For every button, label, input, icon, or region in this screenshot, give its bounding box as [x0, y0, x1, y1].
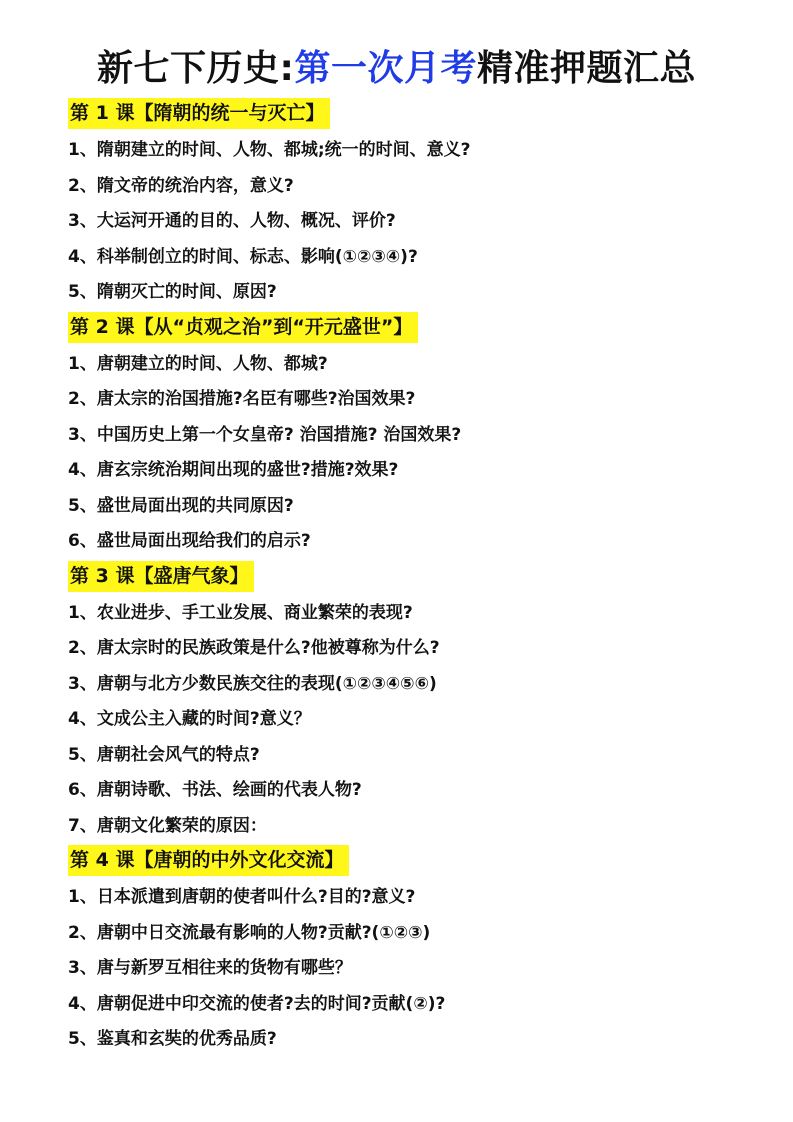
question-item: 4、文成公主入藏的时间?意义？ [68, 709, 311, 729]
question-item: 2、唐朝中日交流最有影响的人物?贡献?(①②③) [68, 922, 431, 943]
question-item: 3、唐朝与北方少数民族交往的表现(①②③④⑤⑥) [68, 673, 437, 694]
question-item: 5、鉴真和玄奘的优秀品质? [68, 1029, 277, 1049]
question-item: 2、唐太宗时的民族政策是什么?他被尊称为什么? [68, 638, 440, 658]
lesson-section-2 [68, 312, 768, 560]
question-item: 5、唐朝社会风气的特点? [68, 744, 260, 765]
question-item: 6、盛世局面出现给我们的启示? [68, 531, 311, 551]
question-item: 1、隋朝建立的时间、人物、都城;统一的时间、意义? [68, 140, 471, 160]
question-item: 1、唐朝建立的时间、人物、都城? [68, 353, 328, 374]
question-item: 4、唐玄宗统治期间出现的盛世?措施?效果? [68, 460, 399, 480]
lesson-heading: 第 3 课【盛唐气象】 [68, 561, 254, 592]
question-item: 1、日本派遣到唐朝的使者叫什么?目的?意义? [68, 887, 416, 907]
question-item: 1、农业进步、手工业发展、商业繁荣的表现? [68, 602, 413, 623]
title-part-2-highlighted: 第一次月考 [294, 48, 477, 89]
lesson-list [68, 98, 768, 1059]
page-title [0, 44, 793, 94]
question-item: 2、隋文帝的统治内容，意义? [68, 175, 294, 196]
question-item: 5、盛世局面出现的共同原因? [68, 495, 294, 516]
question-item: 3、中国历史上第一个女皇帝? 治国措施? 治国效果? [68, 424, 462, 445]
lesson-heading: 第 4 课【唐朝的中外文化交流】 [68, 845, 349, 876]
question-item: 5、隋朝灭亡的时间、原因? [68, 282, 277, 302]
lesson-heading: 第 1 课【隋朝的统一与灭亡】 [68, 98, 330, 129]
question-item: 4、科举制创立的时间、标志、影响(①②③④)? [68, 246, 418, 267]
lesson-section-1 [68, 98, 768, 311]
lesson-section-3 [68, 561, 768, 845]
question-item: 2、唐太宗的治国措施?名臣有哪些?治国效果? [68, 389, 416, 409]
lesson-section-4 [68, 845, 768, 1058]
title-part-3: 精准押题汇总 [476, 48, 696, 89]
question-item: 7、唐朝文化繁荣的原因： [68, 815, 267, 836]
lesson-heading: 第 2 课【从“贞观之治”到“开元盛世”】 [68, 312, 418, 343]
question-item: 6、唐朝诗歌、书法、绘画的代表人物? [68, 780, 362, 800]
title-part-1: 新七下历史: [97, 48, 295, 89]
question-item: 3、唐与新罗互相往来的货物有哪些？ [68, 958, 352, 978]
question-item: 4、唐朝促进中印交流的使者?去的时间?贡献(②)? [68, 993, 446, 1014]
question-item: 3、大运河开通的目的、人物、概况、评价? [68, 211, 396, 231]
